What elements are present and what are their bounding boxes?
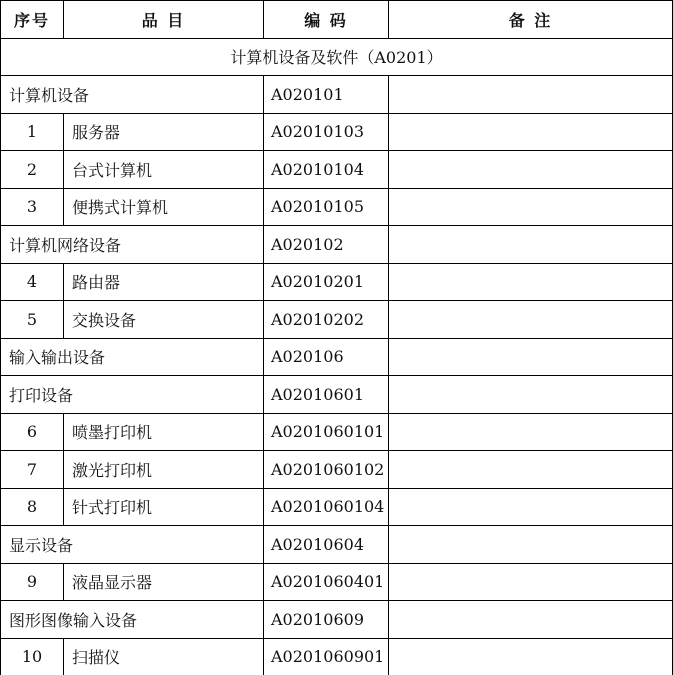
row-number: 3 bbox=[1, 188, 64, 226]
row-number: 10 bbox=[1, 638, 64, 675]
category-code: A02010601 bbox=[264, 376, 389, 414]
row-number: 1 bbox=[1, 113, 64, 151]
item-code: A0201060901 bbox=[264, 638, 389, 675]
category-code: A02010604 bbox=[264, 526, 389, 564]
note-cell bbox=[389, 76, 673, 114]
note-cell bbox=[389, 488, 673, 526]
note-cell bbox=[389, 638, 673, 675]
row-number: 8 bbox=[1, 488, 64, 526]
category-row bbox=[1, 601, 673, 639]
item-code: A02010105 bbox=[264, 188, 389, 226]
row-number: 4 bbox=[1, 263, 64, 301]
table-row bbox=[1, 488, 673, 526]
item-name: 台式计算机 bbox=[64, 151, 264, 189]
table-row bbox=[1, 188, 673, 226]
category-name: 打印设备 bbox=[1, 376, 264, 414]
item-code: A02010103 bbox=[264, 113, 389, 151]
item-code: A02010201 bbox=[264, 263, 389, 301]
category-row bbox=[1, 226, 673, 264]
category-name: 输入输出设备 bbox=[1, 338, 264, 376]
category-name: 计算机网络设备 bbox=[1, 226, 264, 264]
table-header-row bbox=[1, 1, 673, 39]
note-cell bbox=[389, 338, 673, 376]
note-cell bbox=[389, 263, 673, 301]
item-name: 激光打印机 bbox=[64, 451, 264, 489]
item-code: A0201060401 bbox=[264, 563, 389, 601]
row-number: 9 bbox=[1, 563, 64, 601]
item-code: A0201060101 bbox=[264, 413, 389, 451]
section-row bbox=[1, 38, 673, 76]
table-row bbox=[1, 301, 673, 339]
category-row bbox=[1, 76, 673, 114]
note-cell bbox=[389, 301, 673, 339]
category-name: 图形图像输入设备 bbox=[1, 601, 264, 639]
header-note: 备 注 bbox=[389, 1, 673, 39]
item-name: 扫描仪 bbox=[64, 638, 264, 675]
row-number: 5 bbox=[1, 301, 64, 339]
header-code: 编 码 bbox=[264, 1, 389, 39]
note-cell bbox=[389, 413, 673, 451]
category-row bbox=[1, 526, 673, 564]
item-code: A02010104 bbox=[264, 151, 389, 189]
item-name: 针式打印机 bbox=[64, 488, 264, 526]
note-cell bbox=[389, 151, 673, 189]
item-name: 服务器 bbox=[64, 113, 264, 151]
header-item: 品 目 bbox=[64, 1, 264, 39]
category-row bbox=[1, 376, 673, 414]
section-title: 计算机设备及软件（A0201） bbox=[1, 38, 673, 76]
category-code: A020101 bbox=[264, 76, 389, 114]
note-cell bbox=[389, 451, 673, 489]
note-cell bbox=[389, 526, 673, 564]
item-name: 便携式计算机 bbox=[64, 188, 264, 226]
note-cell bbox=[389, 188, 673, 226]
item-name: 路由器 bbox=[64, 263, 264, 301]
table-row bbox=[1, 413, 673, 451]
category-row bbox=[1, 338, 673, 376]
note-cell bbox=[389, 226, 673, 264]
header-seq: 序号 bbox=[1, 1, 64, 39]
table-row bbox=[1, 151, 673, 189]
table-row bbox=[1, 563, 673, 601]
table-row bbox=[1, 113, 673, 151]
item-name: 交换设备 bbox=[64, 301, 264, 339]
category-name: 计算机设备 bbox=[1, 76, 264, 114]
item-name: 喷墨打印机 bbox=[64, 413, 264, 451]
row-number: 6 bbox=[1, 413, 64, 451]
note-cell bbox=[389, 376, 673, 414]
table-row bbox=[1, 638, 673, 675]
row-number: 2 bbox=[1, 151, 64, 189]
item-code: A0201060104 bbox=[264, 488, 389, 526]
item-name: 液晶显示器 bbox=[64, 563, 264, 601]
row-number: 7 bbox=[1, 451, 64, 489]
item-code: A02010202 bbox=[264, 301, 389, 339]
table-row bbox=[1, 263, 673, 301]
category-name: 显示设备 bbox=[1, 526, 264, 564]
note-cell bbox=[389, 563, 673, 601]
category-code: A02010609 bbox=[264, 601, 389, 639]
note-cell bbox=[389, 601, 673, 639]
table-row bbox=[1, 451, 673, 489]
note-cell bbox=[389, 113, 673, 151]
category-code: A020102 bbox=[264, 226, 389, 264]
category-code: A020106 bbox=[264, 338, 389, 376]
item-code: A0201060102 bbox=[264, 451, 389, 489]
